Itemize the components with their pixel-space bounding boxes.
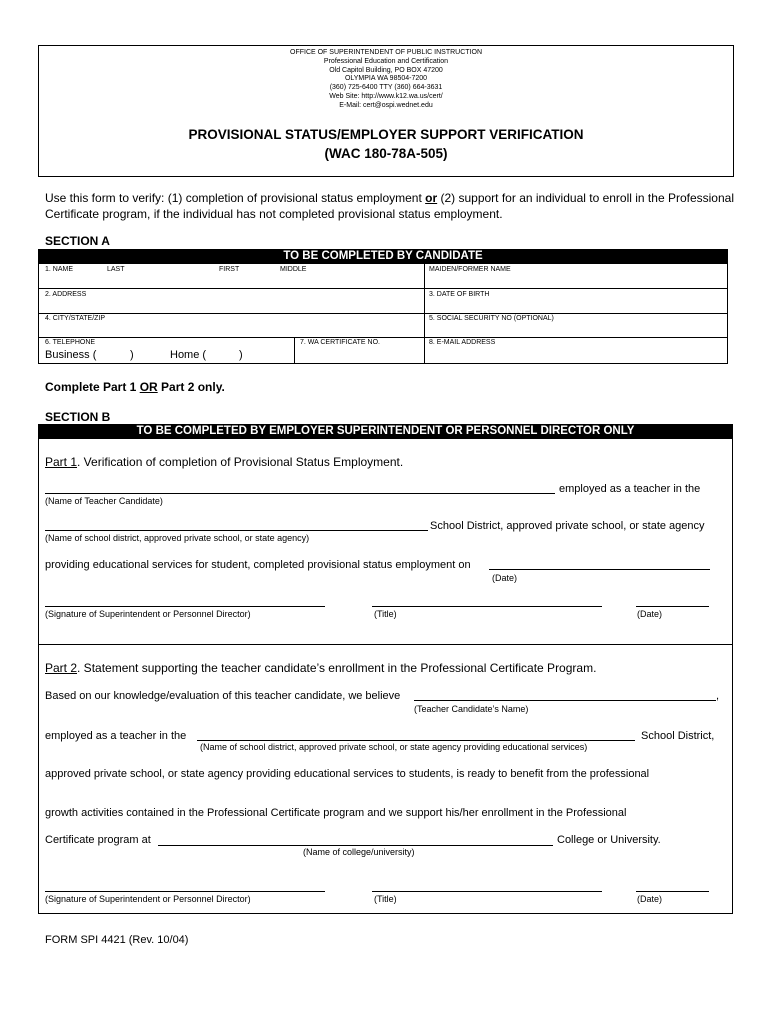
part-divider [38, 644, 733, 645]
school-district-text: School District, approved private school, or state agency [430, 520, 705, 532]
business-phone-label: Business ( [45, 349, 97, 361]
part2-date-caption: (Date) [637, 894, 663, 904]
note-post: Part 2 only. [157, 380, 225, 394]
school-district-text-2: School District, [641, 730, 715, 742]
part1-label: Part 1 [45, 455, 78, 469]
based-on-text: Based on our knowledge/evaluation of this teacher candidate, we believe [45, 690, 401, 702]
dob-label: 3. DATE OF BIRTH [429, 291, 490, 298]
header-box [38, 45, 734, 177]
part1-signature-caption: (Signature of Superintendent or Personnel Director) [45, 609, 251, 619]
office-line: OLYMPIA WA 98504-7200 [344, 75, 428, 83]
first-name-label: FIRST [219, 266, 240, 273]
part1-signature-line[interactable] [45, 606, 325, 607]
part2-district-caption: (Name of school district, approved private school, or state agency providing educational services) [200, 742, 588, 752]
maiden-name-label: MAIDEN/FORMER NAME [429, 266, 511, 273]
note-pre: Complete Part 1 [45, 380, 140, 394]
office-address-block [39, 49, 733, 111]
middle-name-label: MIDDLE [280, 266, 307, 273]
office-line: E-Mail: cert@ospi.wednet.edu [339, 101, 433, 109]
email-label: 8. E-MAIL ADDRESS [429, 339, 496, 346]
row-divider [39, 313, 727, 314]
office-line: Web Site: http://www.k12.wa.us/cert/ [329, 92, 443, 100]
address-label: 2. ADDRESS [45, 291, 87, 298]
office-line: (360) 725-6400 TTY (360) 664-3631 [329, 84, 443, 92]
college-name-line[interactable] [158, 845, 553, 846]
part2-signature-line[interactable] [45, 891, 325, 892]
part2-signature-caption: (Signature of Superintendent or Personnel Director) [45, 894, 251, 904]
name-label: 1. NAME [45, 266, 74, 273]
row-divider [39, 288, 727, 289]
section-b-heading: SECTION B [45, 410, 111, 424]
section-a-heading: SECTION A [45, 234, 110, 248]
ssn-label: 5. SOCIAL SECURITY NO (OPTIONAL) [429, 315, 554, 322]
part2-heading [45, 661, 596, 675]
teacher-name-caption: (Name of Teacher Candidate) [45, 496, 163, 506]
section-b-bar: TO BE COMPLETED BY EMPLOYER SUPERINTENDENT OR PERSONNEL DIRECTOR ONLY [38, 424, 733, 439]
home-phone-label: Home ( [170, 349, 207, 361]
comma: , [716, 690, 720, 702]
employed-as-text: employed as a teacher in the [559, 483, 701, 495]
office-line: Professional Education and Certification [323, 57, 449, 65]
intro-or: or [425, 191, 438, 205]
complete-part-note [45, 380, 225, 394]
form-title: PROVISIONAL STATUS/EMPLOYER SUPPORT VERIFICATION [188, 127, 584, 142]
teacher-name-line[interactable] [45, 493, 555, 494]
home-phone-close: ) [239, 349, 243, 361]
telephone-label: 6. TELEPHONE [45, 339, 96, 346]
part1-date-caption: (Date) [637, 609, 663, 619]
candidate-name-caption: (Teacher Candidate’s Name) [414, 704, 529, 714]
wa-cert-label: 7. WA CERTIFICATE NO. [300, 339, 380, 346]
part1-date-line[interactable] [636, 606, 709, 607]
part2-date-line[interactable] [636, 891, 709, 892]
part1-title-line[interactable] [372, 606, 602, 607]
form-id: FORM SPI 4421 (Rev. 10/04) [45, 934, 189, 946]
cert-program-text: Certificate program at [45, 834, 151, 846]
part1-text: . Verification of completion of Provisional Status Employment. [77, 455, 404, 469]
college-text: College or University. [557, 834, 661, 846]
completion-date-caption: (Date) [492, 573, 518, 583]
form-wac-reference: (WAC 180-78A-505) [324, 146, 448, 161]
intro-text [45, 190, 735, 222]
intro-part-a: Use this form to verify: (1) completion of provisional status employment [45, 191, 426, 205]
employed-as-text-2: employed as a teacher in the [45, 730, 187, 742]
col-divider [294, 337, 295, 364]
part2-title-line[interactable] [372, 891, 602, 892]
providing-text: providing educational services for student, completed provisional status employment on [45, 559, 471, 571]
note-or: OR [139, 380, 158, 394]
part1-title-caption: (Title) [374, 609, 397, 619]
business-phone-close: ) [130, 349, 134, 361]
candidate-table [38, 263, 728, 364]
part2-text: . Statement supporting the teacher candidate’s enrollment in the Professional Certificate Program. [77, 661, 597, 675]
section-a-bar: TO BE COMPLETED BY CANDIDATE [38, 249, 728, 263]
office-line: Old Capitol Building, PO BOX 47200 [329, 66, 443, 74]
approved-line: approved private school, or state agency providing educational services to students, is ready to benefit from the professional [45, 768, 650, 780]
completion-date-line[interactable] [489, 569, 710, 570]
part2-label: Part 2 [45, 661, 78, 675]
growth-line: growth activities contained in the Professional Certificate program and we support his/her enrollment in the Professional [45, 807, 627, 819]
city-label: 4. CITY/STATE/ZIP [45, 315, 106, 322]
candidate-name-line[interactable] [414, 700, 716, 701]
school-district-line[interactable] [45, 530, 428, 531]
part2-title-caption: (Title) [374, 894, 397, 904]
school-district-caption: (Name of school district, approved private school, or state agency) [45, 533, 310, 543]
row-divider [39, 337, 727, 338]
office-line: OFFICE OF SUPERINTENDENT OF PUBLIC INSTRUCTION [290, 49, 482, 56]
last-name-label: LAST [107, 266, 125, 273]
col-divider [424, 264, 425, 363]
intro-part-b: (2) support for an individual to enroll in the Professional Certificate program, if the individual has not completed provisional status employment. [45, 191, 734, 221]
part2-district-line[interactable] [197, 740, 635, 741]
part1-heading [45, 455, 403, 469]
college-caption: (Name of college/university) [303, 847, 415, 857]
